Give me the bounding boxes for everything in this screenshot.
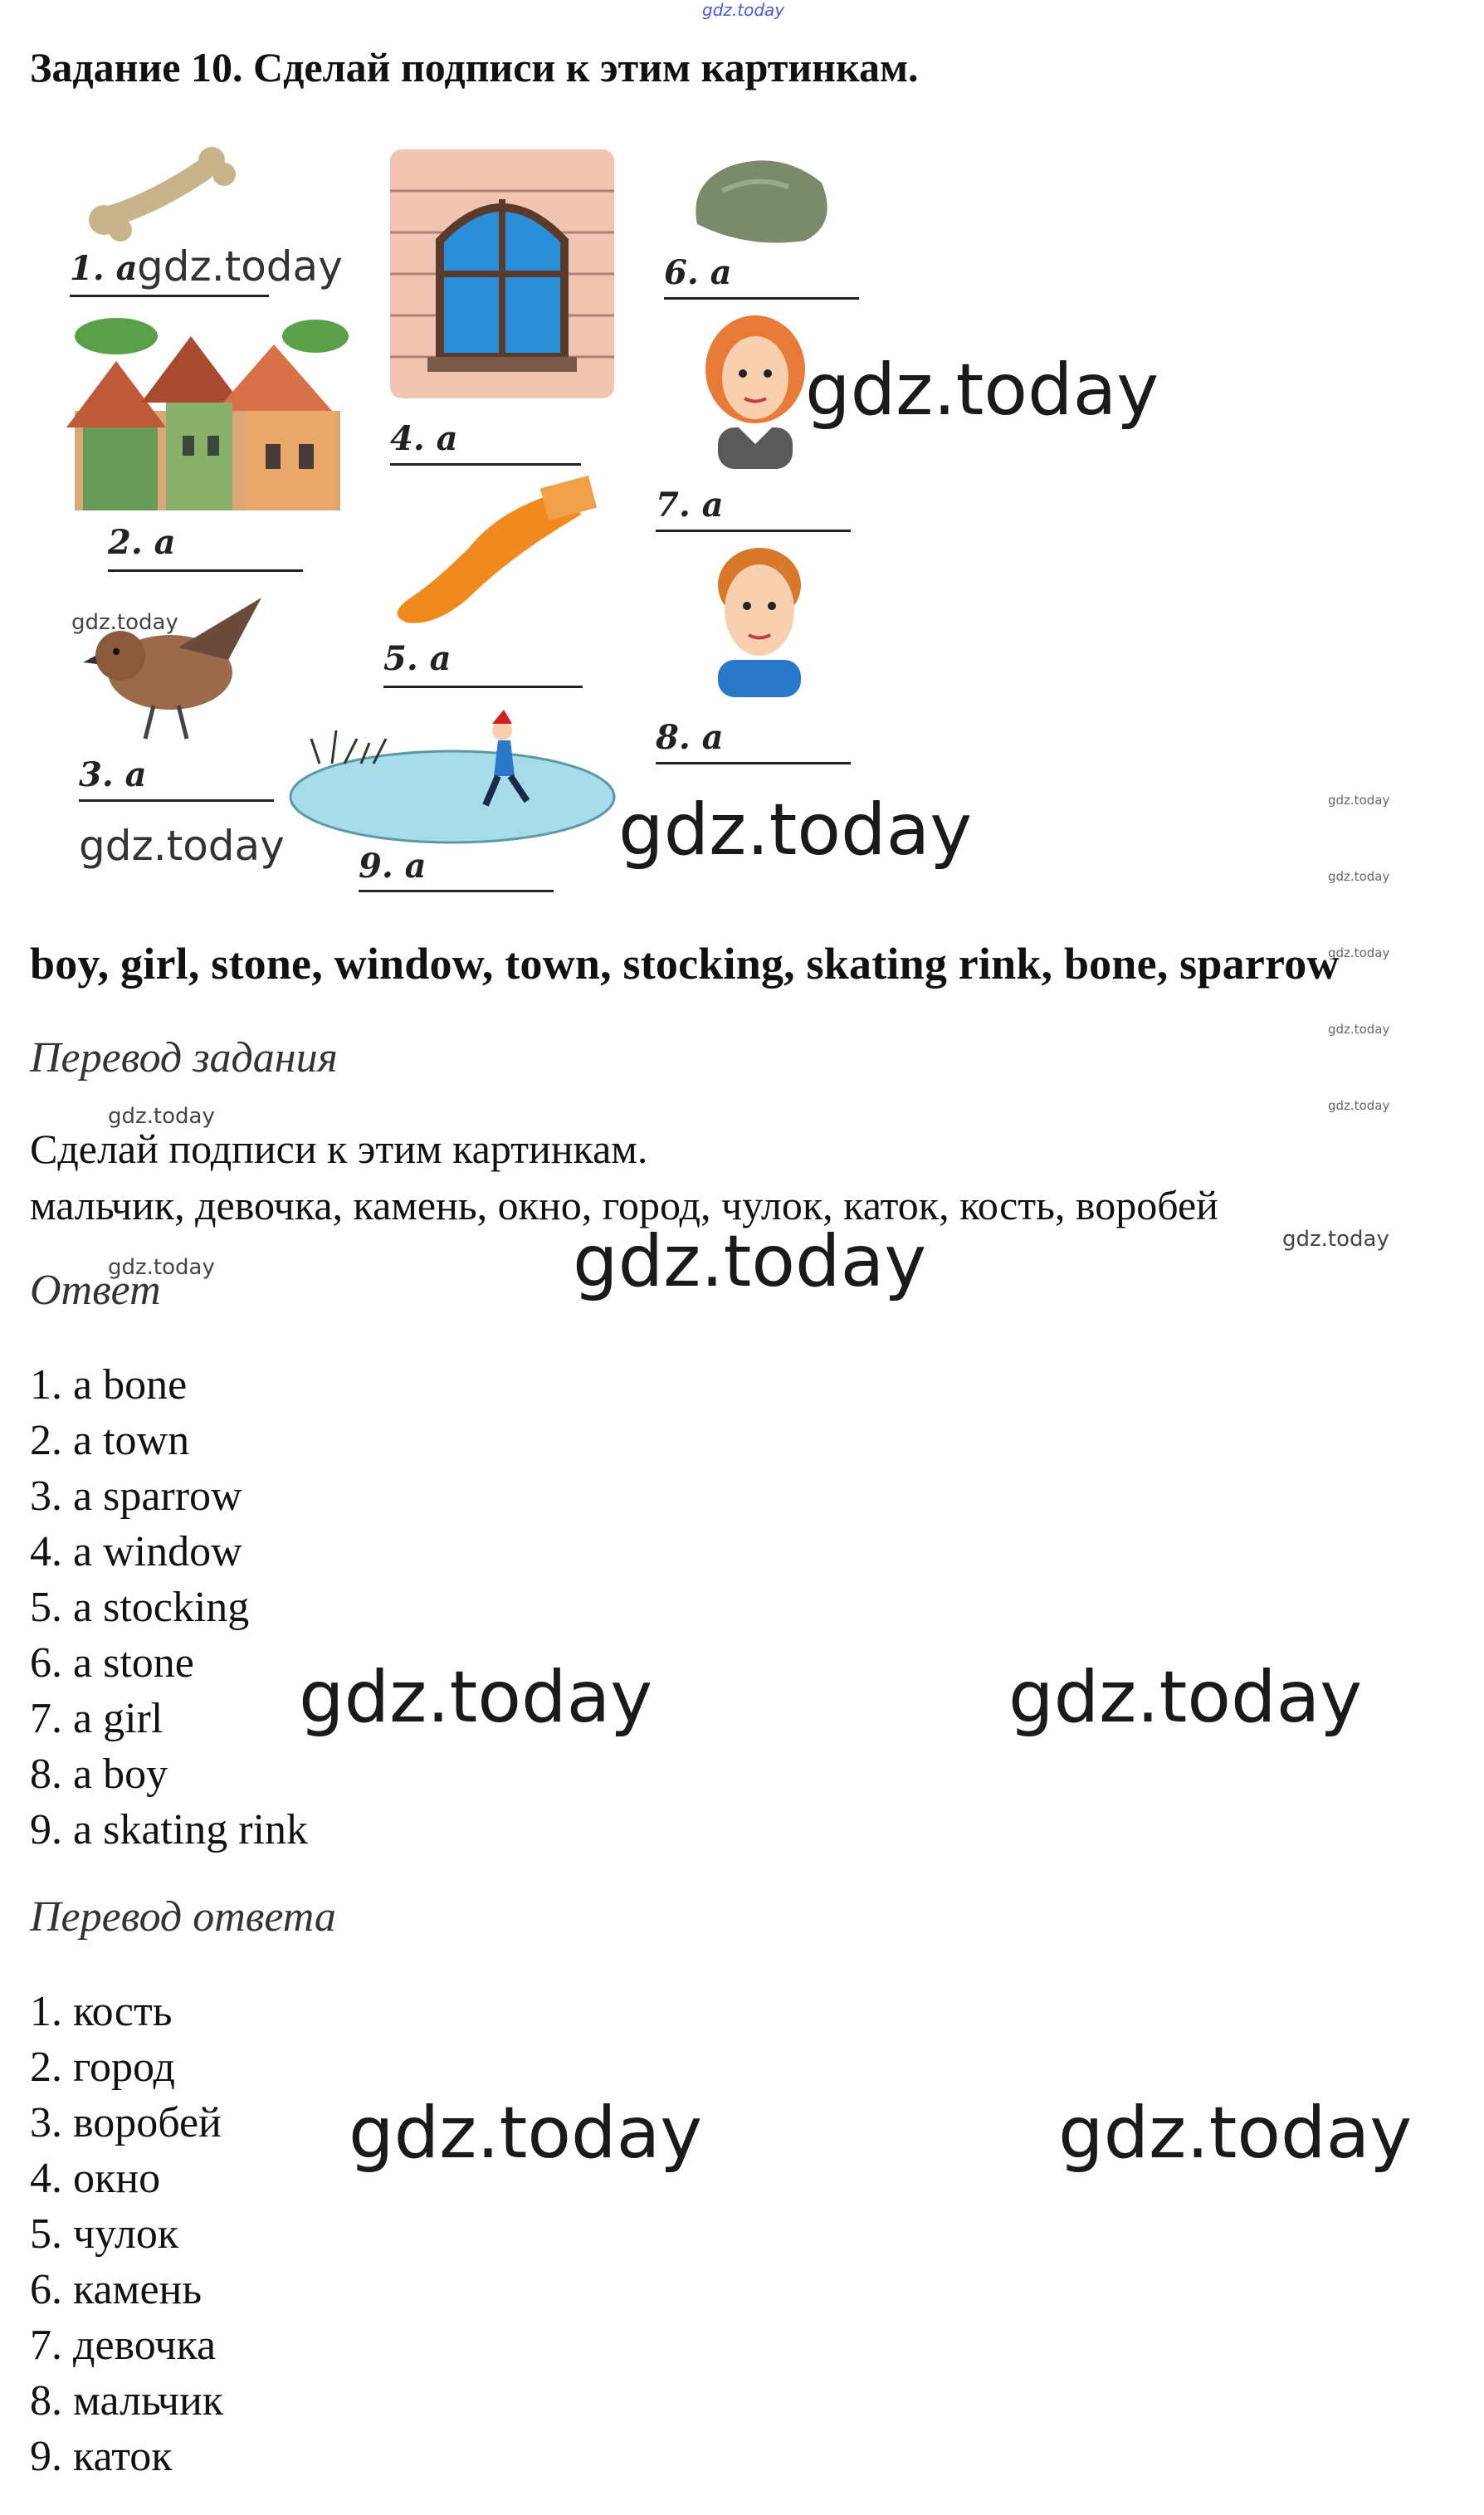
label-underline-9	[359, 890, 554, 892]
picture-label-4: 4. a	[390, 419, 458, 458]
watermark: gdz.today	[1328, 793, 1390, 808]
list-item: 2. город	[30, 2044, 175, 2091]
list-item: 8. мальчик	[30, 2377, 224, 2425]
watermark: gdz.today	[137, 242, 343, 291]
stocking-picture	[378, 473, 598, 631]
watermark: gdz.today	[1058, 2092, 1413, 2175]
top-watermark: gdz.today	[702, 0, 785, 20]
watermark: gdz.today	[1328, 1022, 1390, 1037]
list-item: 3. a sparrow	[30, 1472, 242, 1520]
watermark: gdz.today	[299, 1656, 653, 1739]
watermark: gdz.today	[108, 1255, 215, 1280]
list-item: 7. девочка	[30, 2322, 217, 2369]
label-underline-8	[656, 762, 851, 764]
list-item: 1. кость	[30, 1988, 173, 2035]
boy-picture	[705, 540, 813, 697]
watermark: gdz.today	[1328, 945, 1390, 960]
picture-label-7: 7. a	[656, 486, 724, 525]
stone-picture	[689, 149, 834, 249]
list-item: 4. a window	[30, 1528, 242, 1575]
picture-label-9: 9. a	[359, 847, 427, 886]
list-item: 9. каток	[30, 2433, 173, 2480]
list-item: 6. камень	[30, 2266, 203, 2313]
watermark: gdz.today	[1328, 869, 1390, 884]
watermark: gdz.today	[1328, 1098, 1390, 1113]
window-picture	[390, 149, 614, 398]
label-underline-7	[656, 530, 851, 532]
list-item: 5. чулок	[30, 2210, 179, 2258]
picture-label-8: 8. a	[656, 718, 724, 757]
sparrow-picture	[79, 581, 270, 747]
picture-label-5: 5. a	[383, 639, 452, 678]
list-item: 2. a town	[30, 1417, 190, 1464]
label-underline-4	[390, 463, 581, 466]
watermark: gdz.today	[1008, 1656, 1363, 1739]
label-underline-6	[664, 297, 859, 300]
list-item: 1. a bone	[30, 1361, 188, 1409]
skating-rink-picture	[286, 706, 618, 847]
label-underline-2	[108, 569, 303, 572]
translation-heading: Перевод задания	[30, 1034, 338, 1082]
watermark: gdz.today	[618, 789, 973, 872]
list-item: 9. a skating rink	[30, 1806, 309, 1853]
answer-translations-list	[30, 1984, 223, 2484]
answer-heading: Ответ	[30, 1267, 161, 1314]
watermark: gdz.today	[108, 1104, 215, 1129]
answer-translation-heading: Перевод ответа	[30, 1893, 336, 1941]
list-item: 8. a boy	[30, 1751, 168, 1798]
label-underline-3	[79, 799, 274, 802]
word-bank: boy, girl, stone, window, town, stocking, skating rink, bone, sparrow	[30, 939, 1340, 989]
label-underline-5	[383, 686, 583, 688]
answers-list	[30, 1357, 308, 1858]
girl-picture	[701, 311, 809, 469]
list-item: 5. a stocking	[30, 1584, 250, 1631]
watermark: gdz.today	[79, 822, 285, 870]
picture-label-3: 3. a	[79, 755, 147, 794]
list-item: 6. a stone	[30, 1639, 194, 1687]
watermark: gdz.today	[349, 2092, 703, 2175]
watermark: gdz.today	[805, 349, 1159, 432]
bone-picture	[87, 137, 253, 245]
picture-label-2: 2. a	[108, 523, 176, 562]
translation-line-1: Сделай подписи к этим картинкам.	[30, 1126, 648, 1172]
watermark: gdz.today	[71, 610, 178, 635]
label-underline-1	[70, 295, 269, 297]
watermark: gdz.today	[573, 1220, 927, 1303]
town-picture	[66, 311, 353, 519]
picture-label-1: 1. a	[70, 249, 138, 288]
list-item: 7. a girl	[30, 1695, 164, 1742]
picture-label-6: 6. a	[664, 253, 732, 292]
list-item: 3. воробей	[30, 2099, 222, 2146]
list-item: 4. окно	[30, 2155, 161, 2202]
task-title: Задание 10. Сделай подписи к этим картинкам.	[30, 44, 919, 90]
translation-line-2: мальчик, девочка, камень, окно, город, чулок, каток, кость, воробей	[30, 1182, 1218, 1228]
watermark: gdz.today	[1282, 1227, 1389, 1252]
